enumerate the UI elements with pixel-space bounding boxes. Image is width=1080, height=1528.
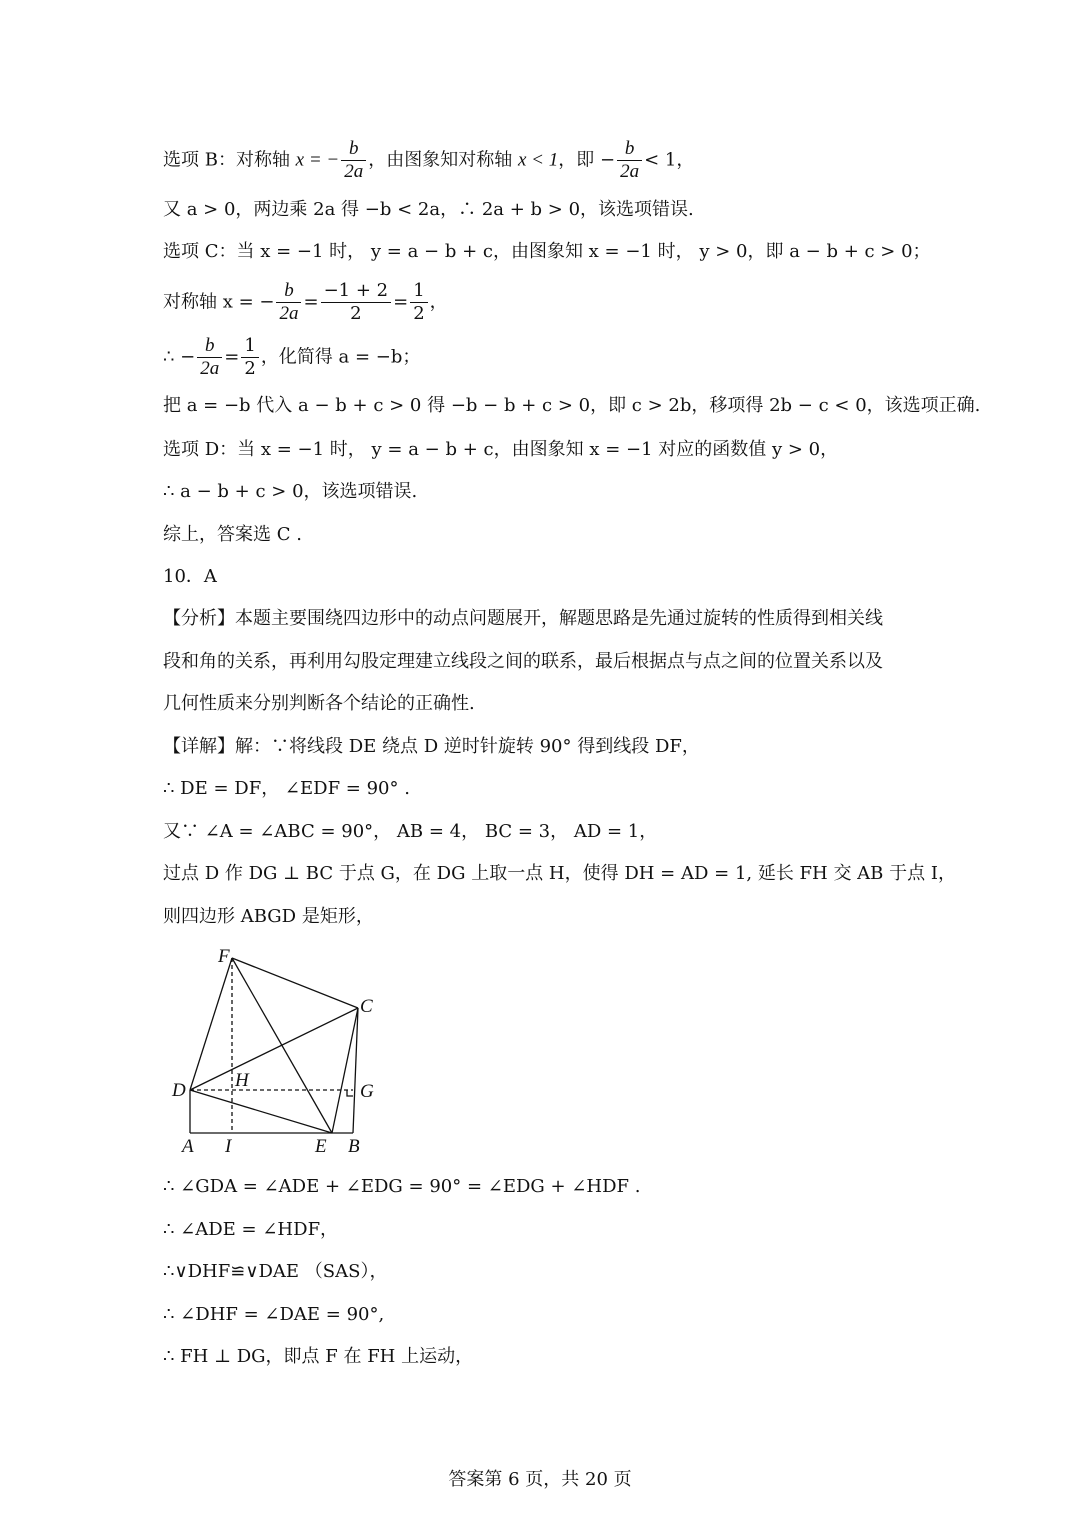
- fraction-denominator: 2a: [620, 161, 640, 182]
- fraction-numerator: b: [276, 280, 301, 303]
- detail-line-2: ∴ DE = DF， ∠EDF = 90° .: [163, 778, 410, 799]
- text: ，: [429, 291, 448, 313]
- text: < 1，: [644, 149, 695, 171]
- question-10-answer: 10．A: [163, 566, 217, 587]
- fraction: [321, 280, 392, 325]
- text: ，化简得 a = −b；: [260, 346, 421, 368]
- fraction: [276, 280, 301, 325]
- option-c-line-1: 选项 C：当 x = −1 时， y = a − b + c，由图象知 x = −1 时， y > 0，即 a − b + c > 0；: [163, 241, 931, 262]
- text: 选项 B：对称轴: [163, 149, 296, 171]
- detail-line-4: 过点 D 作 DG ⊥ BC 于点 G，在 DG 上取一点 H，使得 DH = AD = 1, 延长 FH 交 AB 于点 I，: [163, 863, 956, 884]
- fraction-numerator: −1 + 2: [321, 280, 392, 303]
- math: x = −: [295, 149, 340, 171]
- fraction: [341, 138, 366, 183]
- fraction: [617, 138, 642, 183]
- detail-line-3: 又∵ ∠A = ∠ABC = 90°， AB = 4， BC = 3， AD = 1，: [163, 821, 658, 842]
- detail-line-8: ∴∨DHF≌∨DAE （SAS），: [163, 1261, 388, 1282]
- fraction-denominator: 2: [413, 303, 425, 324]
- fraction-denominator: 2a: [200, 358, 220, 379]
- fraction-numerator: 1: [241, 335, 258, 358]
- fraction-denominator: 2a: [344, 161, 364, 182]
- fraction-denominator: 2a: [279, 303, 299, 324]
- label-F: F: [218, 946, 230, 967]
- detail-line-6: ∴ ∠GDA = ∠ADE + ∠EDG = 90° = ∠EDG + ∠HDF .: [163, 1176, 641, 1197]
- segment-FC: [232, 958, 358, 1008]
- label-A: A: [182, 1136, 194, 1157]
- option-b-line-1: [163, 138, 694, 183]
- fraction-numerator: b: [341, 138, 366, 161]
- label-E: E: [315, 1136, 327, 1157]
- geometry-diagram: [160, 940, 400, 1160]
- analysis-line-3: 几何性质来分别判断各个结论的正确性.: [163, 693, 475, 714]
- option-d-line-2: ∴ a − b + c > 0，该选项错误.: [163, 481, 418, 502]
- detail-line-1: 【详解】解：∵将线段 DE 绕点 D 逆时针旋转 90° 得到线段 DF，: [163, 736, 700, 757]
- analysis-line-1: 【分析】本题主要围绕四边形中的动点问题展开，解题思路是先通过旋转的性质得到相关线: [163, 608, 883, 629]
- text: 对称轴 x = −: [163, 291, 275, 313]
- fraction-denominator: 2: [350, 303, 362, 324]
- text: ，由图象知对称轴: [368, 149, 518, 171]
- fraction: [241, 335, 258, 380]
- text: ∴ −: [163, 346, 196, 368]
- option-c-simplify-line: [163, 335, 420, 380]
- label-H: H: [235, 1070, 249, 1091]
- math: x < 1: [517, 149, 559, 171]
- text: =: [393, 291, 409, 313]
- text: ，即 −: [558, 149, 616, 171]
- summary-line: 综上，答案选 C .: [163, 524, 302, 545]
- detail-line-10: ∴ FH ⊥ DG，即点 F 在 FH 上运动，: [163, 1346, 474, 1367]
- fraction: [410, 280, 427, 325]
- option-b-line-2: 又 a > 0，两边乘 2a 得 −b < 2a，∴ 2a + b > 0，该选项错误.: [163, 199, 694, 220]
- fraction-numerator: b: [617, 138, 642, 161]
- label-B: B: [348, 1136, 360, 1157]
- fraction: [197, 335, 222, 380]
- option-c-axis-line: [163, 280, 448, 325]
- label-D: D: [172, 1080, 186, 1101]
- option-d-line-1: 选项 D：当 x = −1 时， y = a − b + c，由图象知 x = −1 对应的函数值 y > 0，: [163, 439, 839, 460]
- fraction-numerator: b: [197, 335, 222, 358]
- detail-line-7: ∴ ∠ADE = ∠HDF，: [163, 1219, 339, 1240]
- fraction-denominator: 2: [244, 358, 256, 379]
- label-I: I: [225, 1136, 232, 1157]
- detail-line-5: 则四边形 ABGD 是矩形，: [163, 906, 374, 927]
- text: =: [224, 346, 240, 368]
- right-angle-mark: [347, 1090, 353, 1096]
- page-footer: 答案第 6 页，共 20 页: [448, 1469, 632, 1490]
- analysis-line-2: 段和角的关系，再利用勾股定理建立线段之间的联系，最后根据点与点之间的位置关系以及: [163, 651, 883, 672]
- segment-FD: [190, 958, 232, 1090]
- segment-DC: [190, 1008, 358, 1090]
- detail-line-9: ∴ ∠DHF = ∠DAE = 90°,: [163, 1304, 385, 1325]
- option-c-conclusion: 把 a = −b 代入 a − b + c > 0 得 −b − b + c > 0，即 c > 2b，移项得 2b − c < 0，该选项正确.: [163, 395, 981, 416]
- text: =: [303, 291, 319, 313]
- label-G: G: [360, 1081, 374, 1102]
- fraction-numerator: 1: [410, 280, 427, 303]
- label-C: C: [360, 996, 373, 1017]
